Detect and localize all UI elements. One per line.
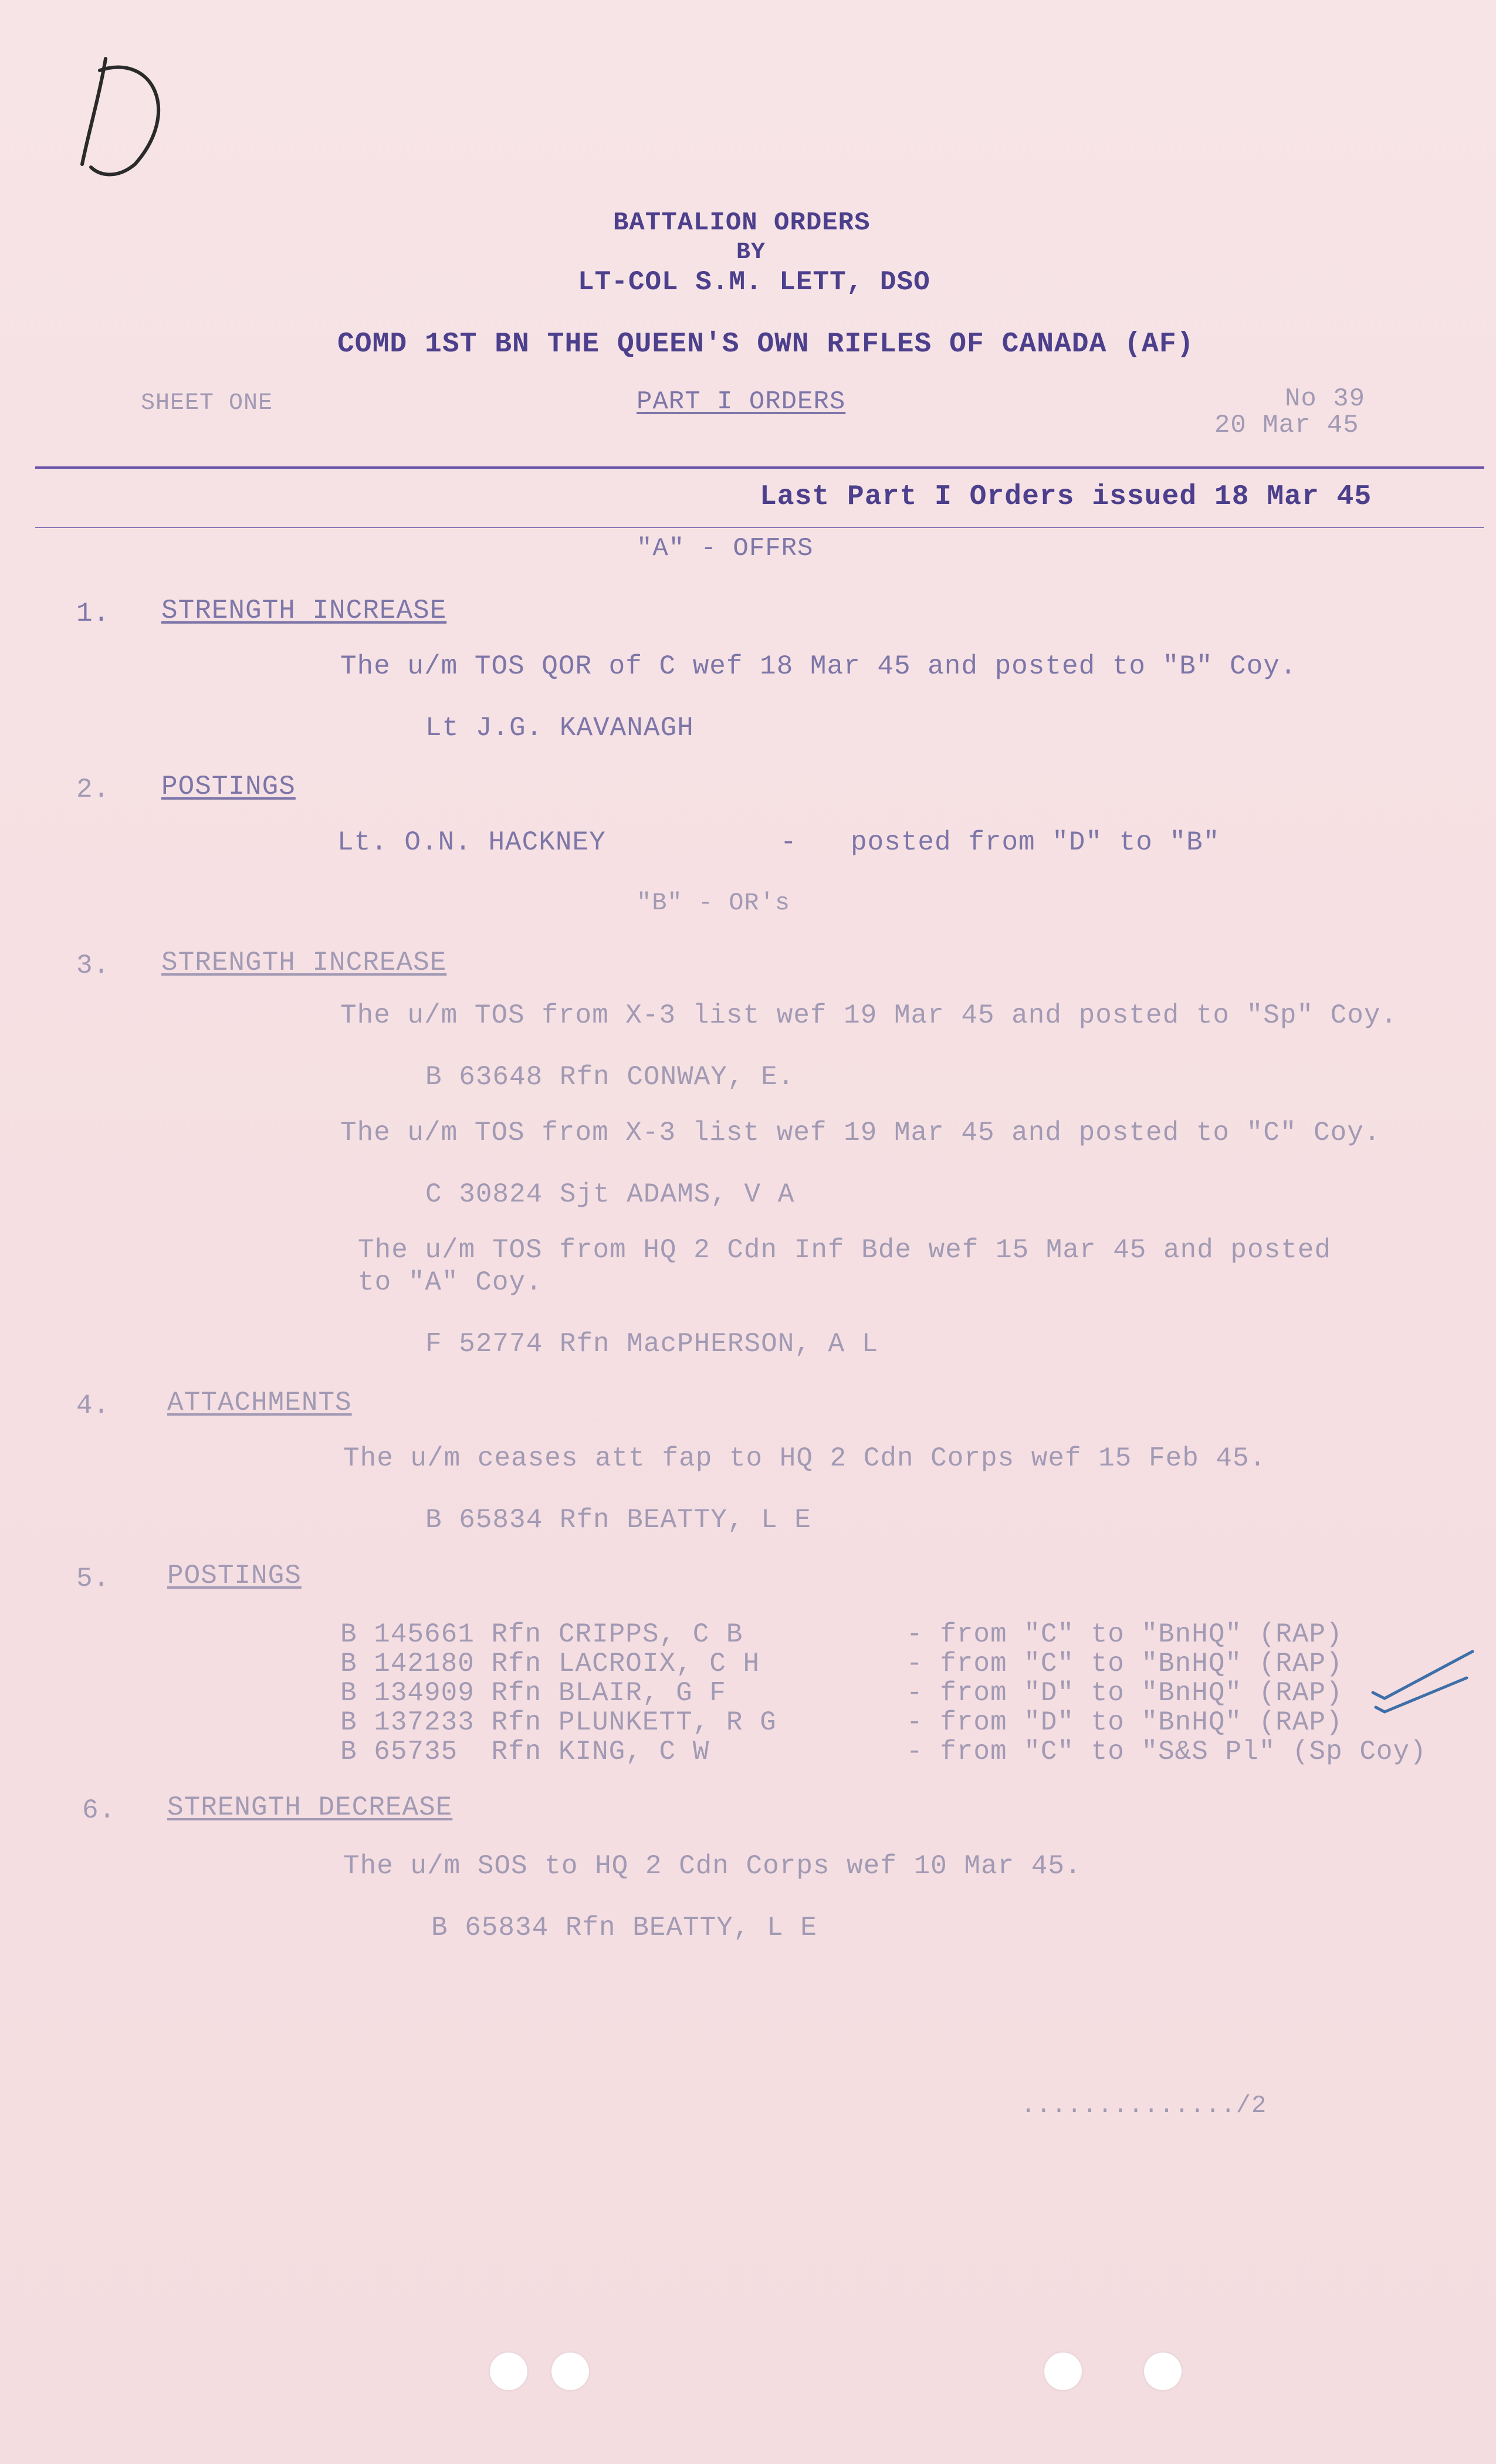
part-label: PART I ORDERS [637,387,846,417]
punch-hole [551,2353,589,2390]
item-number: 2. [76,774,110,805]
punch-hole [1044,2353,1082,2390]
posting-row-move: - from "C" to "BnHQ" (RAP) [906,1619,1343,1650]
item-number: 5. [76,1563,110,1594]
item-text: The u/m SOS to HQ 2 Cdn Corps wef 10 Mar 45. [343,1851,1082,1881]
posting-row-name: B 137233 Rfn PLUNKETT, R G [340,1707,777,1738]
item-title: POSTINGS [161,771,296,802]
item-title: POSTINGS [167,1561,302,1591]
posting-row-move: - from "C" to "BnHQ" (RAP) [906,1649,1343,1679]
sheet-label: SHEET ONE [141,390,273,417]
item-name: F 52774 Rfn MacPHERSON, A L [425,1329,879,1359]
item-text: The u/m ceases att fap to HQ 2 Cdn Corps wef 15 Feb 45. [343,1443,1267,1474]
last-issued-note: Last Part I Orders issued 18 Mar 45 [760,481,1372,513]
item-title: ATTACHMENTS [167,1387,352,1418]
header-commander: LT-COL S.M. LETT, DSO [578,267,930,297]
item-text: The u/m TOS QOR of C wef 18 Mar 45 and posted to "B" Coy. [340,651,1297,682]
item-number: 4. [76,1390,110,1421]
posting-row-name: B 65735 Rfn KING, C W [340,1737,710,1767]
item-number: 3. [76,950,110,981]
section-officers: "A" - OFFRS [637,534,814,563]
handwritten-initial-mark [65,47,182,188]
item-dash: - [780,827,797,858]
item-text: The u/m TOS from HQ 2 Cdn Inf Bde wef 15 Mar 45 and posted [358,1235,1332,1265]
punch-hole [1144,2353,1182,2390]
header-title: BATTALION ORDERS [613,208,871,238]
punch-hole [490,2353,527,2390]
order-number: No 39 [1285,384,1366,414]
item-name: Lt. O.N. HACKNEY [337,827,606,858]
divider-bottom [35,527,1484,528]
divider-top [35,466,1484,469]
item-name: Lt J.G. KAVANAGH [425,713,694,743]
item-name: B 65834 Rfn BEATTY, L E [431,1913,817,1943]
header-unit: COMD 1ST BN THE QUEEN'S OWN RIFLES OF CANADA (AF) [337,329,1194,360]
item-number: 6. [82,1795,116,1826]
item-text: The u/m TOS from X-3 list wef 19 Mar 45 and posted to "Sp" Coy. [340,1000,1398,1031]
item-number: 1. [76,598,110,629]
posting-row-name: B 142180 Rfn LACROIX, C H [340,1649,760,1679]
item-title: STRENGTH DECREASE [167,1792,453,1823]
order-date: 20 Mar 45 [1214,411,1359,440]
item-text: The u/m TOS from X-3 list wef 19 Mar 45 and posted to "C" Coy. [340,1118,1381,1148]
header-by: BY [736,239,766,266]
item-title: STRENGTH INCREASE [161,595,447,626]
item-title: STRENGTH INCREASE [161,947,447,978]
item-detail: posted from "D" to "B" [851,827,1220,858]
posting-row-move: - from "C" to "S&S Pl" (Sp Coy) [906,1737,1427,1767]
posting-row-name: B 134909 Rfn BLAIR, G F [340,1678,726,1708]
item-name: B 63648 Rfn CONWAY, E. [425,1062,795,1092]
item-name: B 65834 Rfn BEATTY, L E [425,1505,811,1535]
posting-row-move: - from "D" to "BnHQ" (RAP) [906,1678,1343,1708]
item-text: to "A" Coy. [358,1267,543,1298]
item-name: C 30824 Sjt ADAMS, V A [425,1179,795,1210]
posting-row-move: - from "D" to "BnHQ" (RAP) [906,1707,1343,1738]
posting-row-name: B 145661 Rfn CRIPPS, C B [340,1619,743,1650]
section-other-ranks: "B" - OR's [637,889,791,917]
pencil-tick-marks [1367,1643,1484,1725]
continued-marker: ............../2 [1021,2091,1267,2120]
